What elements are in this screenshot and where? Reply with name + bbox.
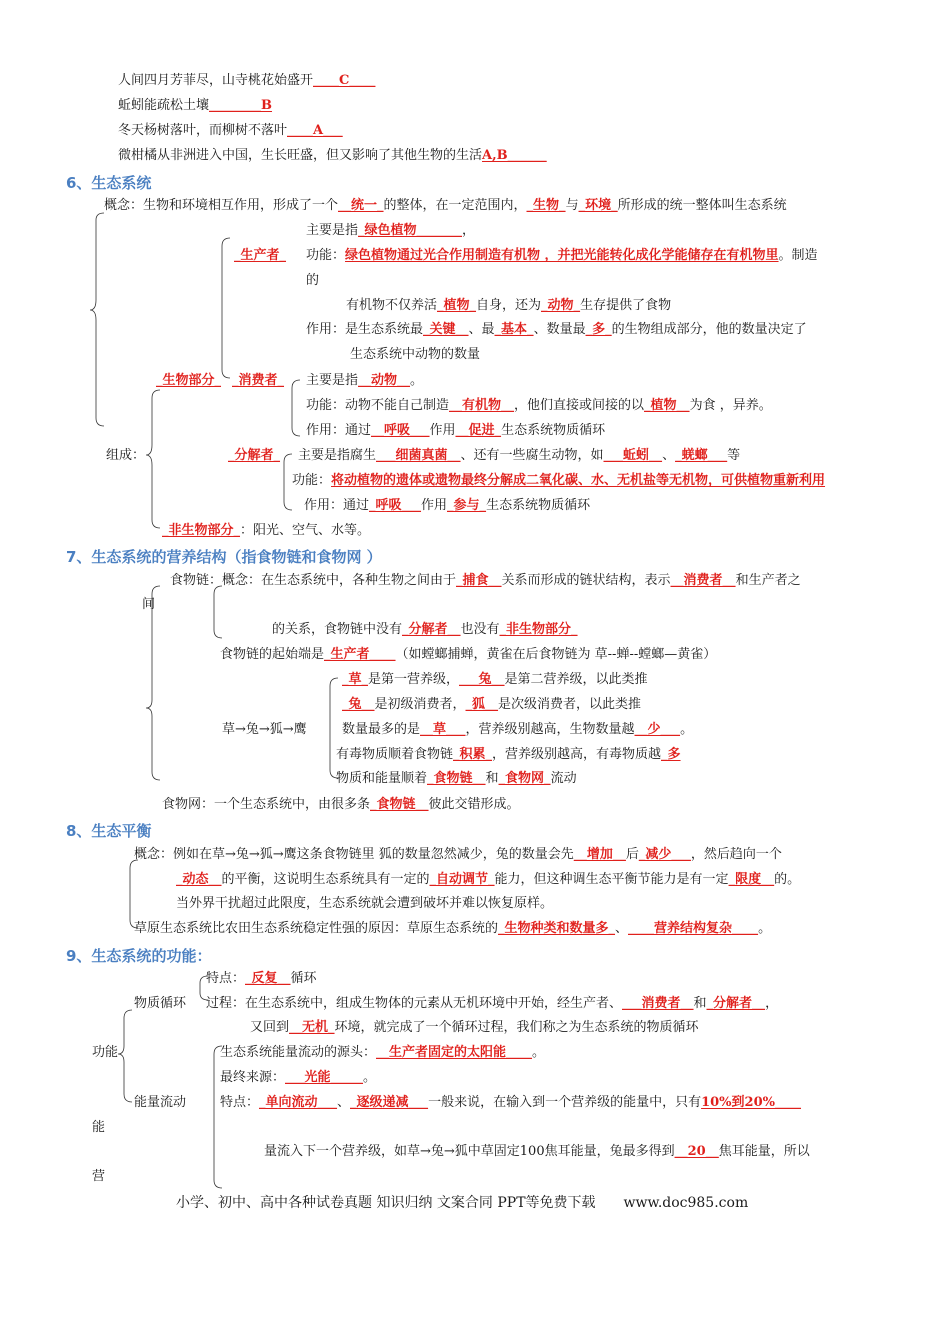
balance-line-4: 草原生态系统比农田生态系统稳定性强的原因：草原生态系统的_生物种类和数量多_、____营养结构复杂____。 [134,921,772,936]
bracket-decomposer [284,454,292,510]
intro-line-1 [118,72,375,90]
answer-blank: ____A___ [287,123,343,138]
chain-label: 草→兔→狐→鹰 [222,722,307,737]
chain-line-5: 物质和能量顺着_食物链__和_食物网_流动 [336,771,577,786]
bracket-consumer [292,380,300,436]
intro-line-2 [118,97,272,115]
balance-line-3: 当外界干扰超过此限度，生态系统就会遭到破坏并难以恢复原样。 [176,896,554,911]
decomposer-line-2: 功能：将动植物的遗体或遗物最终分解成二氧化碳、水、无机盐等无机物，可供植物重新利用 [292,473,826,488]
s6-concept: 概念：生物和环境相互作用，形成了一个__统一_的整体，在一定范围内，_生物_与_环境_所形成的统一整体叫生态系统 [104,198,787,213]
energy-flow-label: 能量流动 [134,1095,187,1110]
producer-line-4: 有机物不仅养活_植物_自身，还为_动物_生存提供了食物 [346,298,672,313]
foodchain-jian: 间 [142,597,156,612]
section-6-title: 6、生态系统 [66,174,152,192]
answer-blank: A,B______ [482,148,547,163]
intro-text: 微柑橘从非洲进入中国，生长旺盛，但又影响了其他生物的生活 [118,148,483,163]
decomposer-label: _分解者_ [228,448,281,463]
foodchain-concept: 食物链：概念：在生态系统中，各种生物之间由于_捕食__关系而形成的链状结构，表示__消费者__和生产者之 [170,573,801,588]
decomposer-line-3: 作用：通过_呼吸___作用_参与_生态系统物质循环 [304,498,591,513]
bracket-foodchain-concept [214,586,222,638]
chain-line-1: _草_是第一营养级，___兔__是第二营养级，以此类推 [342,672,648,687]
energy-line-1: 生态系统能量流动的源头：__生产者固定的太阳能____。 [220,1045,546,1060]
bio-part-label: _生物部分_ [156,373,222,388]
consumer-line-2: 功能：动物不能自己制造__有机物__，他们直接或间接的以_植物__为食 ，异养。 [306,398,772,413]
intro-text: 冬天杨树落叶，而柳树不落叶 [118,123,288,138]
bracket-foodchain-outer [146,586,160,780]
producer-label: _生产者_ [234,248,287,263]
producer-line-2: 功能：绿色植物通过光合作用制造有机物 ，并把光能转化成化学能储存在有机物里。制造 [306,248,818,263]
chain-line-3: 数量最多的是__草___，营养级别越高，生物数量越__少___。 [342,722,694,737]
balance-line-2: _动态__的平衡，这说明生态系统具有一定的_自动调节_能力，但这种调生态平衡节能力是有一定_限度__的。 [176,872,801,887]
chain-line-2: _兔__是初级消费者，_狐__是次级消费者，以此类推 [342,697,642,712]
bracket-ecosystem [90,213,104,426]
function-label: 功能 [92,1045,119,1060]
intro-line-4 [118,147,547,165]
section-9-title: 9、生态系统的功能： [66,947,212,965]
consumer-line-1: 主要是指__动物__。 [306,373,424,388]
producer-line-5: 作用：是生态系统最_关键__、最_基本_、数量最_多_的生物组成部分，他的数量决定了 [306,322,807,337]
neng-label: 能 [92,1120,106,1135]
foodchain-line-3: 的关系，食物链中没有_分解者__也没有_非生物部分_ [272,622,578,637]
bracket-zucheng [146,390,160,528]
foodweb-line: 食物网：一个生态系统中，由很多条_食物链__彼此交错形成。 [162,797,520,812]
answer-blank: ____C____ [313,73,376,88]
producer-line-6: 生态系统中动物的数量 [350,347,481,362]
material-line-2: 过程：在生态系统中，组成生物体的元素从无机环境中开始，经生产者、___消费者__和_分解者__， [206,996,779,1011]
intro-line-3 [118,122,343,140]
material-line-1: 特点：_反复__循环 [206,971,317,986]
bracket-function [118,1010,132,1102]
material-line-3: 又回到__无机_环境，就完成了一个循环过程，我们称之为生态系统的物质循环 [250,1020,699,1035]
ying-label: 营 [92,1169,106,1184]
bracket-balance [130,860,138,928]
producer-line-1: 主要是指_绿色植物_______， [306,223,476,238]
intro-text: 人间四月芳菲尽，山寺桃花始盛开 [118,73,314,88]
chain-line-4: 有毒物质顺着食物链_积累_，营养级别越高，有毒物质越_多 [336,747,681,762]
consumer-line-3: 作用：通过__呼吸___作用__促进_生态系统物质循环 [306,423,606,438]
section-8-title: 8、生态平衡 [66,822,152,840]
bracket-producer [222,238,230,378]
producer-line-3: 的 [306,273,320,288]
section-7-title: 7、生态系统的营养结构（指食物链和食物网 ） [66,548,382,566]
bracket-energy [214,1046,222,1188]
decomposer-line-1: 主要是指腐生___细菌真菌__、还有一些腐生动物，如___蚯蚓__、_蜣螂___等 [298,448,741,463]
energy-line-2: 最终来源：___光能_____。 [220,1070,377,1085]
material-cycle-label: 物质循环 [134,996,187,1011]
consumer-label: _消费者_ [232,373,285,388]
foodchain-line-4: 食物链的起始端是_生产者____（如螳螂捕蝉，黄雀在后食物链为 草--蝉--螳螂—黄雀） [220,647,717,662]
zucheng-label: 组成： [106,448,146,463]
intro-text: 蚯蚓能疏松土壤 [118,98,210,113]
footer-download-note: 小学、初中、高中各种试卷真题 知识归纳 文案合同 PPT等免费下载 www.doc985.com [176,1195,749,1211]
answer-blank: ________B [209,98,273,113]
energy-line-4: 量流入下一个营养级，如草→兔→狐中草固定100焦耳能量，兔最多得到__20__焦耳能量，所以 [264,1144,810,1159]
balance-line-1: 概念：例如在草→兔→狐→鹰这条食物链里 狐的数量忽然减少，兔的数量会先__增加__后_减少___，然后趋向一个 [134,847,782,862]
energy-line-3: 特点：_单向流动___、_逐级递减___一般来说，在输入到一个营养级的能量中，只有10%到20%____ [220,1095,801,1110]
nonbio-line: _非生物部分_：阳光、空气、水等。 [162,523,371,538]
